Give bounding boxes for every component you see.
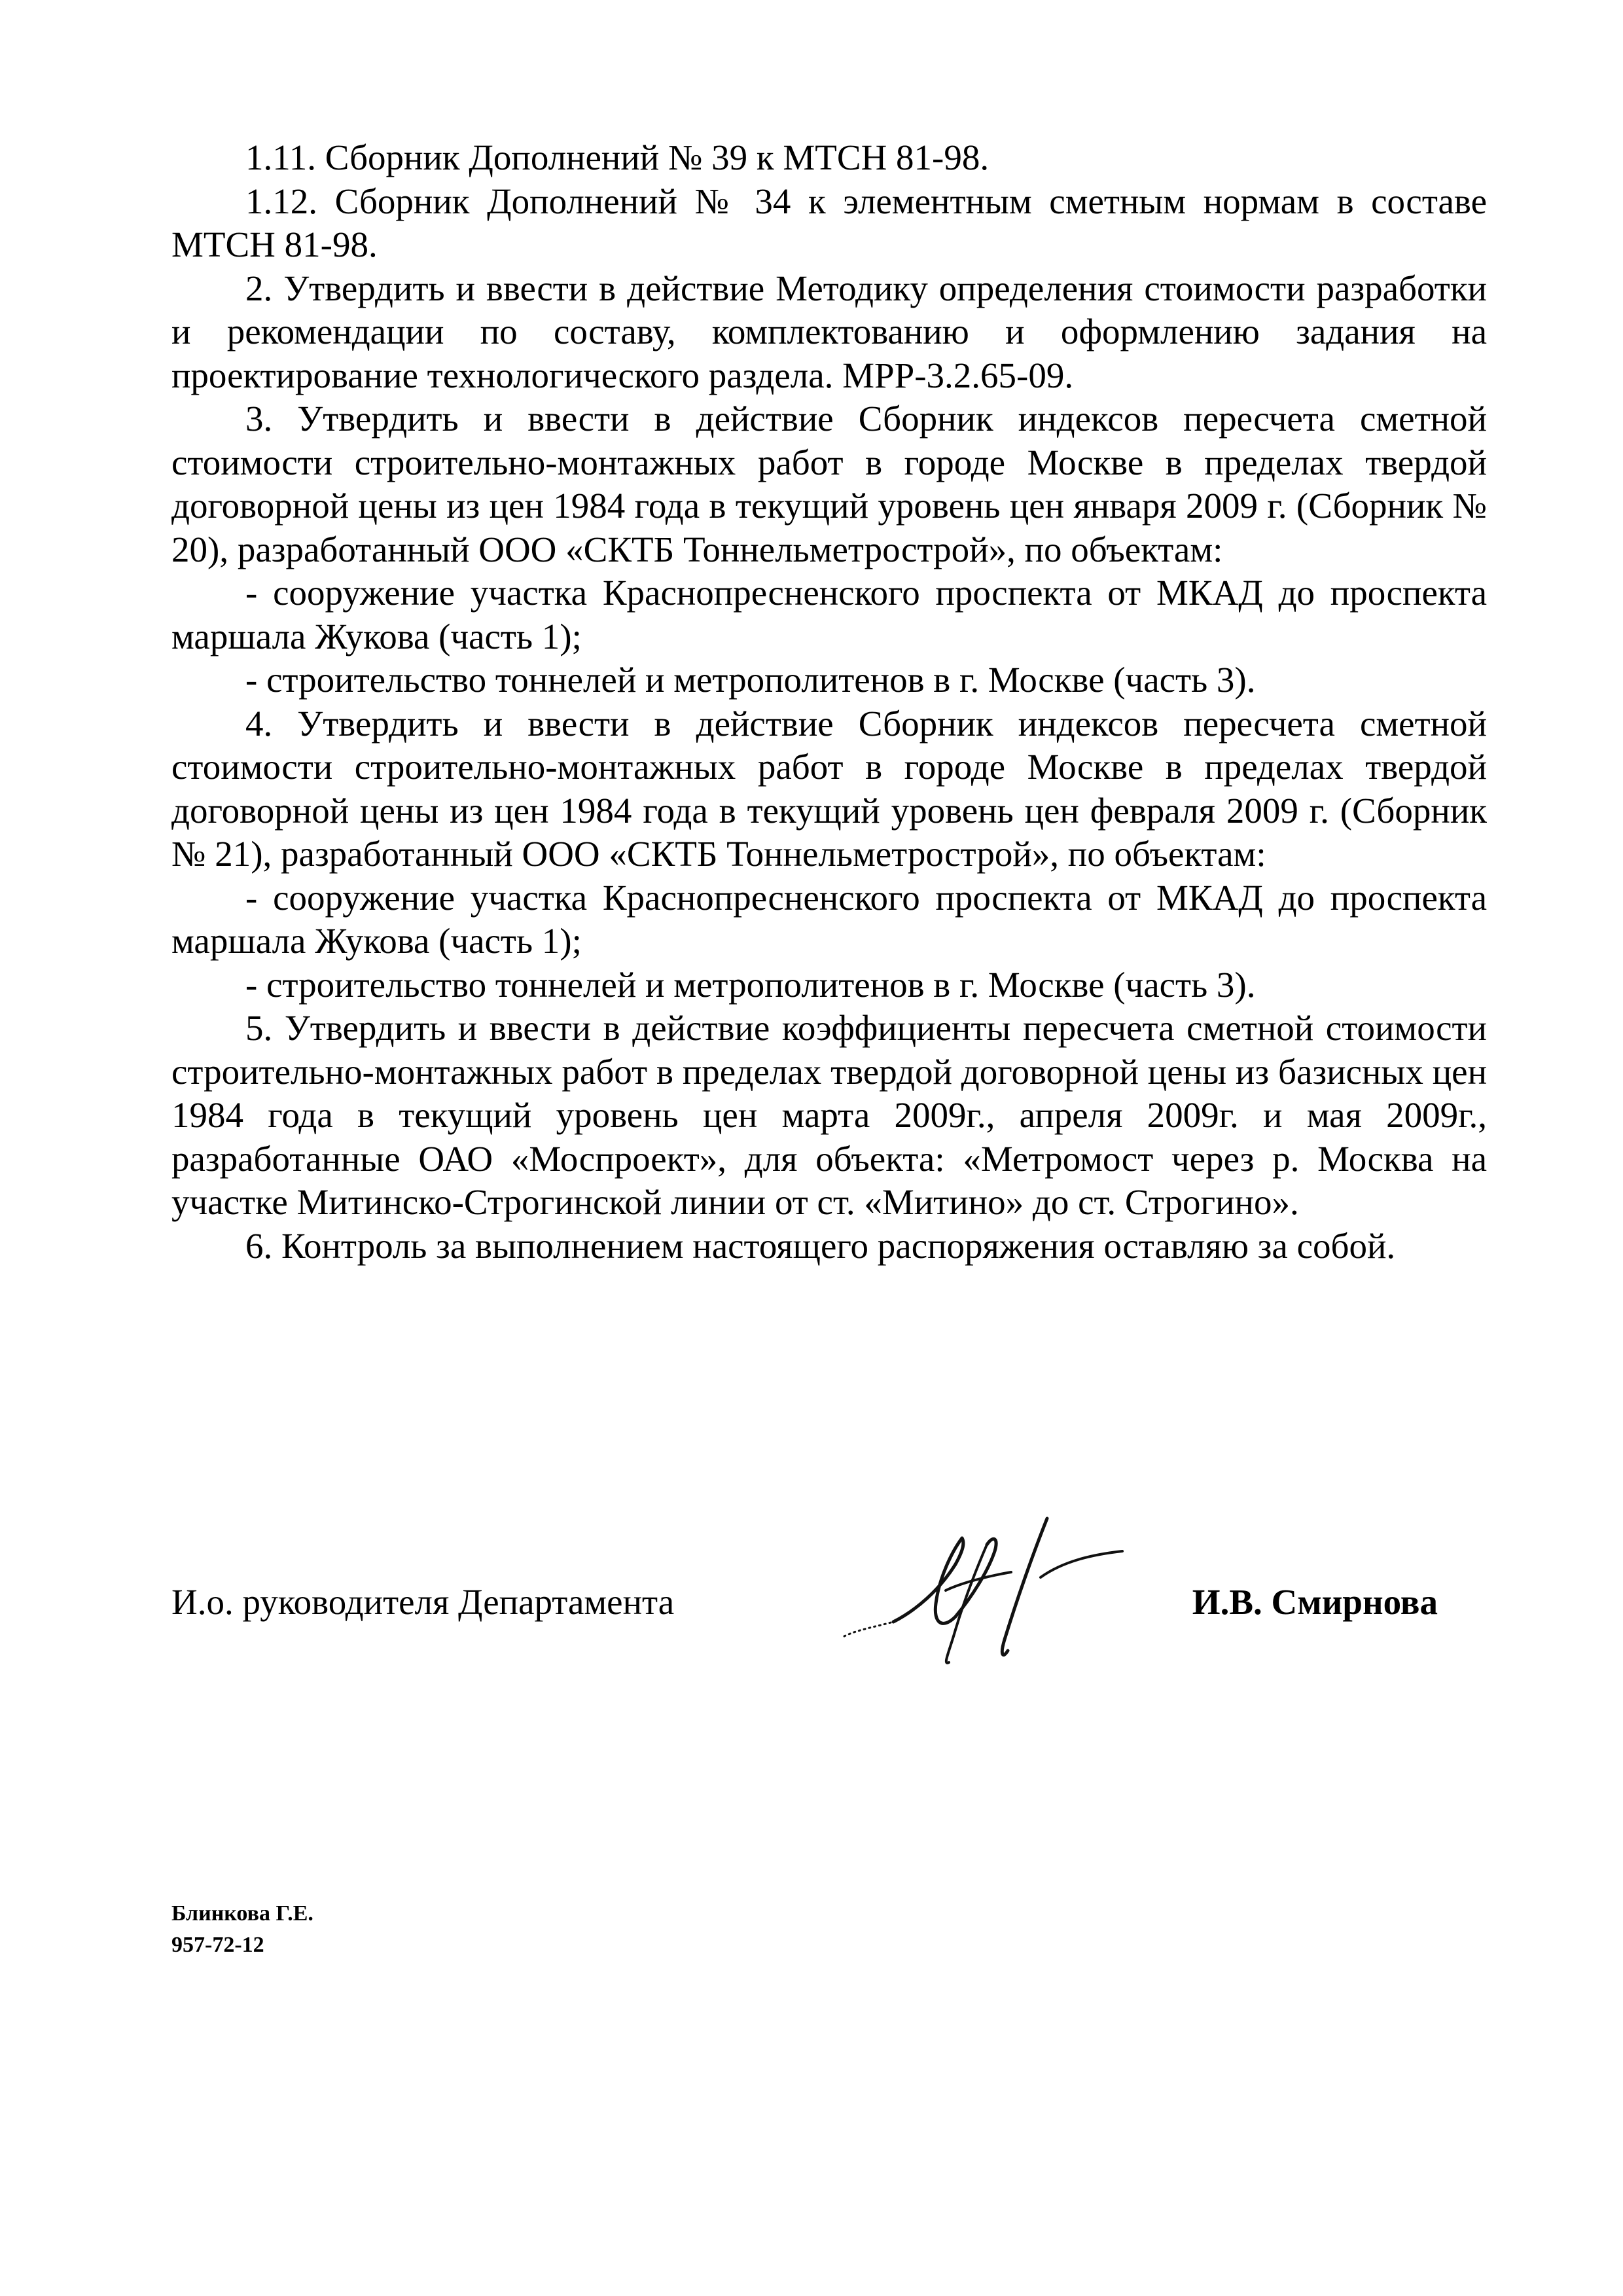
paragraph-5: 5. Утвердить и ввести в действие коэффициенты пересчета сметной стоимости строительно-монтажных работ в пределах твердой договорной цены из базисных цен 1984 года в текущий уровень цен марта 2009г., апреля 2009г. и мая 2009г., разработанные ОАО «Моспроект», для объекта: «Метромост через р. Москва на участке Митинско-Строгинской линии от ст. «Митино» до ст. Строгино». [171,1008,1487,1222]
signature-block [171,1581,1487,1633]
signatory-title: И.о. руководителя Департамента [171,1582,675,1622]
paragraph-3: 3. Утвердить и ввести в действие Сборник индексов пересчета сметной стоимости строительно-монтажных работ в городе Москве в пределах твердой договорной цены из цен 1984 года в текущий уровень цен января 2009 г. (Сборник № 20), разработанный ООО «СКТБ Тоннельметрострой», по объектам: [171,399,1487,569]
paragraph-4-item-1: - сооружение участка Краснопресненского проспекта от МКАД до проспекта маршала Жукова (часть 1); [171,877,1487,961]
paragraph-4-item-2: - строительство тоннелей и метрополитенов в г. Москве (часть 3). [245,964,1256,1005]
paragraph-3-item-2: - строительство тоннелей и метрополитенов в г. Москве (часть 3). [245,660,1256,700]
paragraph-2: 2. Утвердить и ввести в действие Методику определения стоимости разработки и рекомендации по составу, комплектованию и оформлению задания на проектирование технологического раздела. МРР-3.2.65-09. [171,268,1487,395]
executor-block [171,1898,313,1961]
executor-phone: 957-72-12 [171,1933,264,1957]
document-body [171,136,1487,1268]
signatory-name: И.В. Смирнова [1192,1582,1438,1622]
executor-name: Блинкова Г.Е. [171,1901,313,1926]
paragraph-4: 4. Утвердить и ввести в действие Сборник индексов пересчета сметной стоимости строительно-монтажных работ в городе Москве в пределах твердой договорной цены из цен 1984 года в текущий уровень цен февраля 2009 г. (Сборник № 21), разработанный ООО «СКТБ Тоннельметрострой», по объектам: [171,703,1487,874]
paragraph-3-item-1: - сооружение участка Краснопресненского проспекта от МКАД до проспекта маршала Жукова (часть 1); [171,573,1487,656]
handwritten-signature [831,1499,1132,1676]
paragraph-6: 6. Контроль за выполнением настоящего распоряжения оставляю за собой. [245,1225,1396,1266]
paragraph-1-11: 1.11. Сборник Дополнений № 39 к МТСН 81-98. [245,137,990,177]
paragraph-1-12: 1.12. Сборник Дополнений № 34 к элементным сметным нормам в составе МТСН 81-98. [171,181,1487,264]
